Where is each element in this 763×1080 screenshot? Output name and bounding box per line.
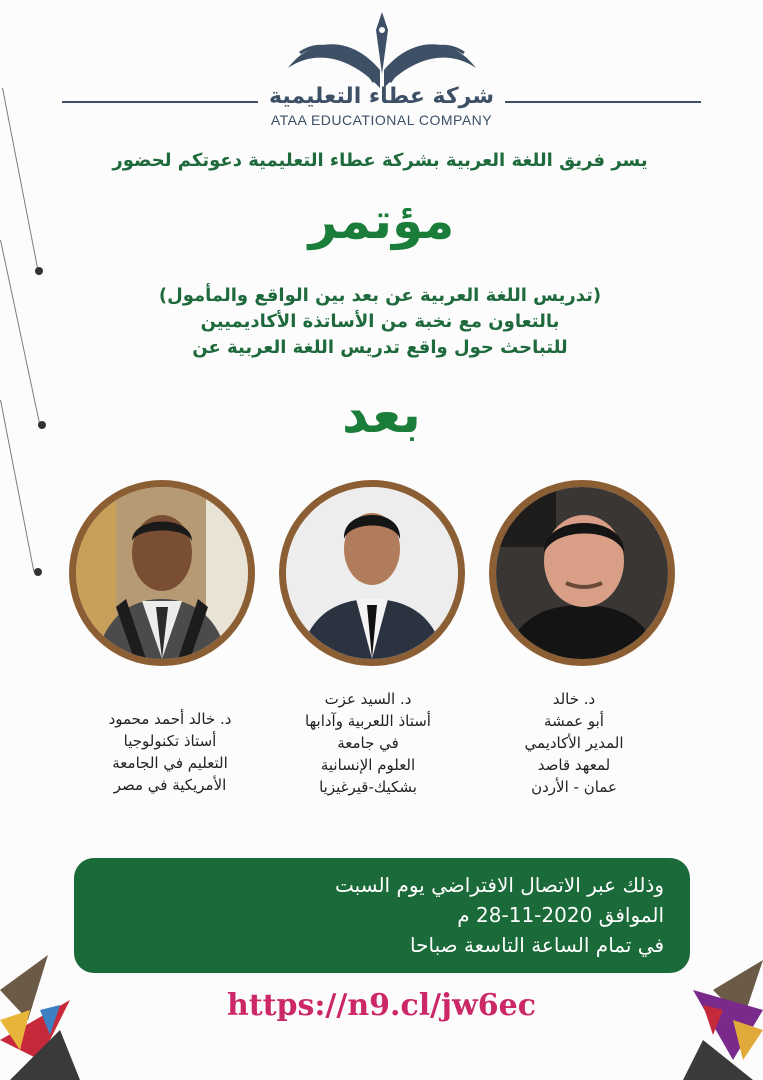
speaker-detail: الأمريكية في مصر	[113, 776, 227, 794]
speaker-detail: التعليم في الجامعة	[112, 754, 228, 772]
logo-rule-right	[505, 101, 701, 103]
invitation-intro: يسر فريق اللغة العربية بشركة عطاء التعليمية دعوتكم لحضور	[112, 150, 648, 171]
logo-rule-left	[62, 101, 258, 103]
speaker-detail: بشكيك-قيرغيزيا	[319, 778, 417, 796]
topic-line: بالتعاون مع نخبة من الأساتذة الأكاديميين	[200, 311, 560, 332]
speaker-detail: أبو عمشة	[544, 712, 604, 730]
speaker-detail: العلوم الإنسانية	[320, 756, 416, 774]
speaker-detail: أستاذ تكنولوجيا	[123, 732, 217, 750]
speaker-photo-3	[489, 480, 675, 666]
speaker-detail: في جامعة	[337, 734, 399, 752]
speaker-name: د. السيد عزت	[324, 690, 412, 708]
speaker-caption-2	[268, 688, 468, 798]
decor-dot	[34, 568, 42, 576]
conference-title: مؤتمر	[308, 192, 455, 250]
speaker-detail: المدير الأكاديمي	[524, 734, 624, 752]
schedule-line: في تمام الساعة التاسعة صباحا	[410, 933, 664, 957]
decor-dot	[35, 267, 43, 275]
open-book-pen-icon	[282, 8, 482, 90]
topic-end-word: بعد	[342, 385, 421, 445]
schedule-text	[104, 870, 664, 960]
speaker-caption-1	[70, 708, 270, 796]
speaker-detail: لمعهد قاصد	[537, 756, 611, 774]
topic-line: للتباحث حول واقع تدريس اللغة العربية عن	[192, 337, 568, 358]
schedule-banner	[74, 858, 690, 973]
speaker-detail: عمان - الأردن	[531, 778, 617, 796]
conference-topic	[80, 283, 680, 361]
logo-english-name: ATAA EDUCATIONAL COMPANY	[270, 112, 493, 128]
speaker-name: د. خالد	[552, 690, 596, 708]
schedule-line: الموافق 2020-11-28 م	[457, 903, 664, 927]
speaker-detail: أستاذ اللعربية وآدابها	[305, 712, 431, 730]
speaker-photo-2	[279, 480, 465, 666]
bottom-right-decor	[673, 950, 763, 1080]
speaker-name: د. خالد أحمد محمود	[108, 710, 232, 728]
speaker-photo-1	[69, 480, 255, 666]
company-logo	[0, 0, 763, 140]
speaker-caption-3	[474, 688, 674, 798]
registration-link[interactable]: https://n9.cl/jw6ec	[226, 988, 537, 1023]
bottom-left-decor	[0, 950, 90, 1080]
logo-arabic-name: شركة عطاء التعليمية	[269, 84, 494, 109]
topic-line: (تدريس اللغة العربية عن بعد بين الواقع والمأمول)	[158, 285, 602, 306]
schedule-line: وذلك عبر الاتصال الافتراضي يوم السبت	[334, 873, 664, 897]
